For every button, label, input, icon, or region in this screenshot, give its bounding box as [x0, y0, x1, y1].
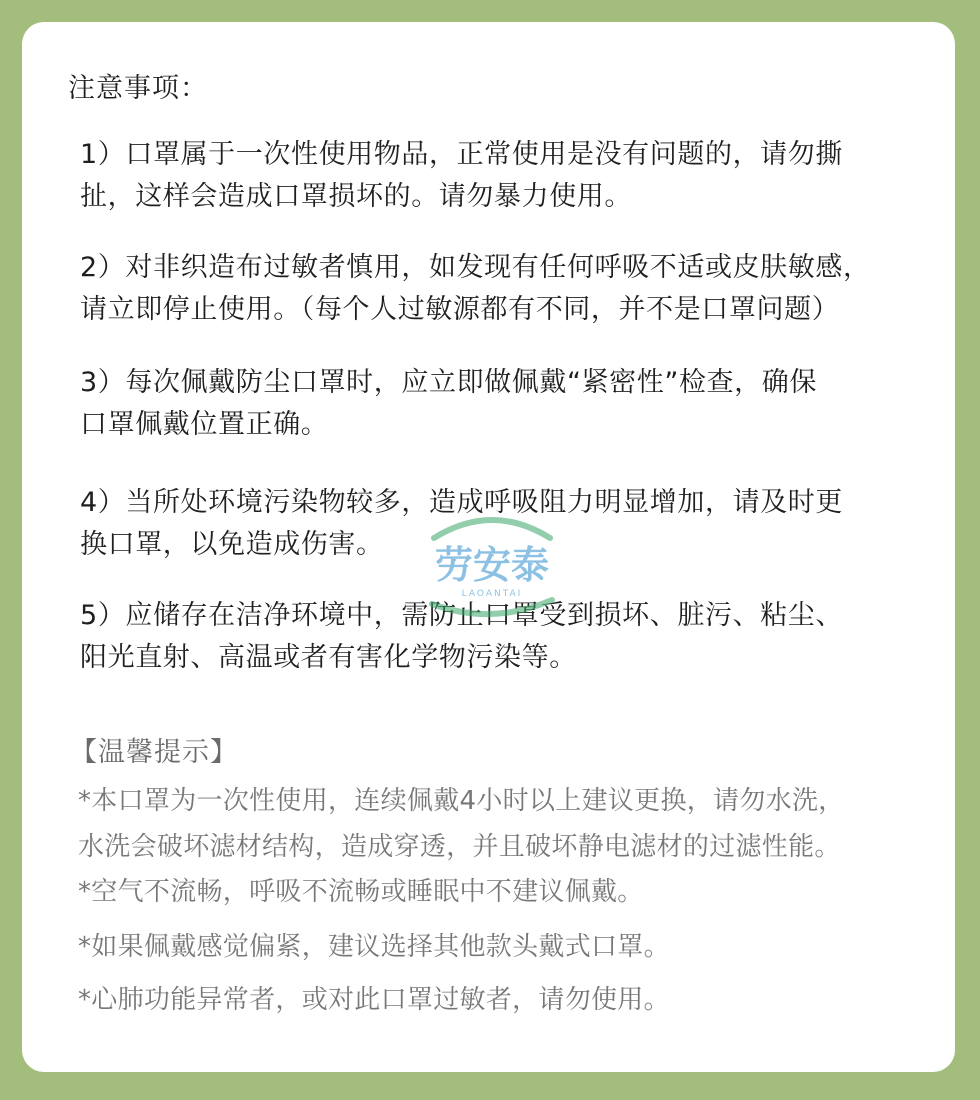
notice-item-line: 2）对非织造布过敏者慎用，如发现有任何呼吸不适或皮肤敏感， [80, 252, 871, 283]
notice-item-line: 请立即停止使用。（每个人过敏源都有不同，并不是口罩问题） [80, 294, 840, 325]
tip-item-1 [78, 778, 948, 870]
notice-item-1 [80, 134, 940, 218]
notice-item-line: 3）每次佩戴防尘口罩时，应立即做佩戴“紧密性”检查，确保 [80, 367, 817, 398]
notice-item-line: 4）当所处环境污染物较多，造成呼吸阻力明显增加，请及时更 [80, 487, 843, 518]
notice-item-line: 口罩佩戴位置正确。 [80, 409, 329, 440]
notice-item-5 [80, 595, 940, 679]
tip-item-line: 水洗会破坏滤材结构，造成穿透，并且破坏静电滤材的过滤性能。 [78, 832, 841, 862]
tip-item-4 [78, 977, 948, 1023]
notice-item-3 [80, 362, 940, 446]
notice-item-line: 5）应储存在洁净环境中，需防止口罩受到损坏、脏污、粘尘、 [80, 600, 843, 631]
notice-item-line: 1）口罩属于一次性使用物品，正常使用是没有问题的，请勿撕 [80, 139, 843, 170]
content-card [22, 22, 955, 1072]
tip-item-line: *空气不流畅，呼吸不流畅或睡眠中不建议佩戴。 [78, 877, 644, 907]
watermark-brand-text: 劳安泰 [434, 543, 550, 587]
tip-item-line: *如果佩戴感觉偏紧，建议选择其他款头戴式口罩。 [78, 932, 670, 962]
notice-title: 注意事项： [68, 73, 208, 104]
watermark-sub-text: LAOANTAI [461, 589, 523, 599]
notice-item-line: 阳光直射、高温或者有害化学物污染等。 [80, 642, 577, 673]
tips-title: 【温馨提示】 [70, 737, 238, 768]
notice-item-4 [80, 482, 940, 566]
tip-item-line: *本口罩为一次性使用，连续佩戴4小时以上建议更换，请勿水洗， [78, 786, 845, 816]
tip-item-2 [78, 869, 948, 915]
notice-item-line: 换口罩，以免造成伤害。 [80, 529, 384, 560]
notice-item-2 [80, 247, 940, 331]
tip-item-3 [78, 924, 948, 970]
notice-item-line: 扯，这样会造成口罩损坏的。请勿暴力使用。 [80, 181, 632, 212]
tip-item-line: *心肺功能异常者，或对此口罩过敏者，请勿使用。 [78, 985, 670, 1015]
